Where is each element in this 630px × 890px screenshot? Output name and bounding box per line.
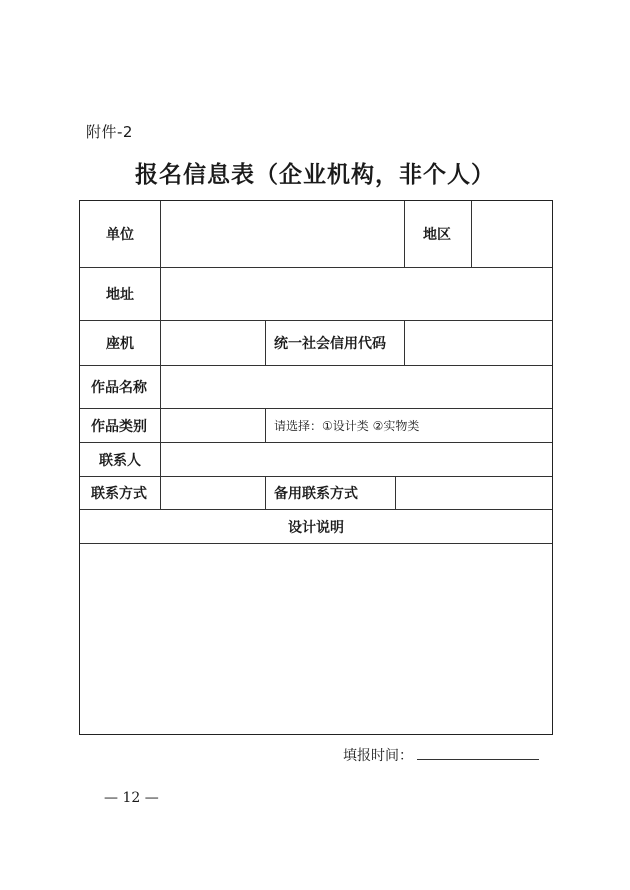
contact-field[interactable] [161,443,552,476]
region-field[interactable] [472,201,552,267]
work-name-field[interactable] [161,366,552,408]
backup-contact-label: 备用联系方式 [274,486,358,502]
fill-time-label: 填报时间： [343,748,413,764]
unit-field[interactable] [161,201,404,267]
col-divider [265,408,266,442]
credit-code-label: 统一社会信用代码 [274,336,386,352]
design-desc-area[interactable] [80,544,552,733]
work-category-hint: 请选择：①设计类 ②实物类 [274,419,420,433]
backup-contact-field[interactable] [396,477,552,509]
address-field[interactable] [161,268,552,320]
col-divider [265,476,266,509]
unit-label: 单位 [106,227,134,243]
landline-field[interactable] [161,321,265,365]
fill-time [343,745,539,765]
col-divider [265,320,266,365]
address-label: 地址 [106,287,134,303]
design-desc-label: 设计说明 [288,519,344,536]
contact-method-field[interactable] [161,477,265,509]
region-label: 地区 [423,227,451,243]
work-name-label: 作品名称 [91,380,147,396]
registration-form [79,200,553,735]
contact-method-label: 联系方式 [91,486,147,502]
page-number: — 12 — [104,790,159,806]
page-title: 报名信息表（企业机构，非个人） [135,161,495,188]
fill-time-field[interactable] [417,751,539,760]
landline-label: 座机 [106,336,134,352]
credit-code-field[interactable] [405,321,552,365]
col-divider [404,201,405,267]
contact-label: 联系人 [99,452,141,469]
attachment-label: 附件-2 [86,123,133,141]
work-category-label: 作品类别 [91,418,147,435]
work-category-field[interactable] [161,409,265,442]
